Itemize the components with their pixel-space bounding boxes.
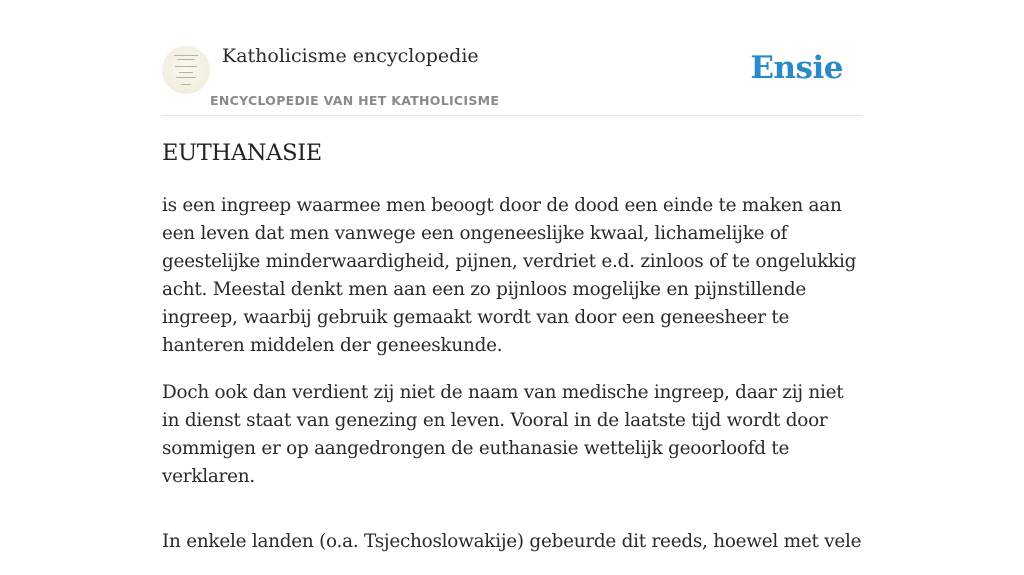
entry-title: EUTHANASIE: [162, 140, 322, 166]
site-header: [162, 0, 862, 116]
entry-body: [162, 192, 862, 575]
book-cover-icon[interactable]: [162, 46, 210, 94]
entry-paragraph: Doch ook dan verdient zij niet de naam van medische ingreep, daar zij niet in dienst staat van genezing en leven. Vooral in de laatste tijd wordt door sommigen er op aangedrongen de euthanasie wettelijk geoorloofd te verklaren.: [162, 382, 844, 487]
entry-paragraph: is een ingreep waarmee men beoogt door de dood een einde te maken aan een leven dat men vanwege een ongeneeslijke kwaal, lichamelijke of geestelijke minderwaardigheid, pijnen, verdriet e.d. zinloos of te ongelukkig acht. Meestal denkt men aan een zo pijnloos mogelijke en pijnstillende ingreep, waarbij gebruik gemaakt wordt van door een geneesheer te hanteren middelen der geneeskunde.: [162, 195, 857, 356]
entry-paragraph: In enkele landen (o.a. Tsjechoslowakije) gebeurde dit reeds, hoewel met vele: [162, 531, 862, 552]
site-title-link[interactable]: Katholicisme encyclopedie: [222, 45, 479, 67]
brand-logo-link[interactable]: Ensie: [750, 50, 843, 86]
site-subtitle: ENCYCLOPEDIE VAN HET KATHOLICISME: [210, 93, 500, 108]
content-container: [162, 0, 862, 552]
